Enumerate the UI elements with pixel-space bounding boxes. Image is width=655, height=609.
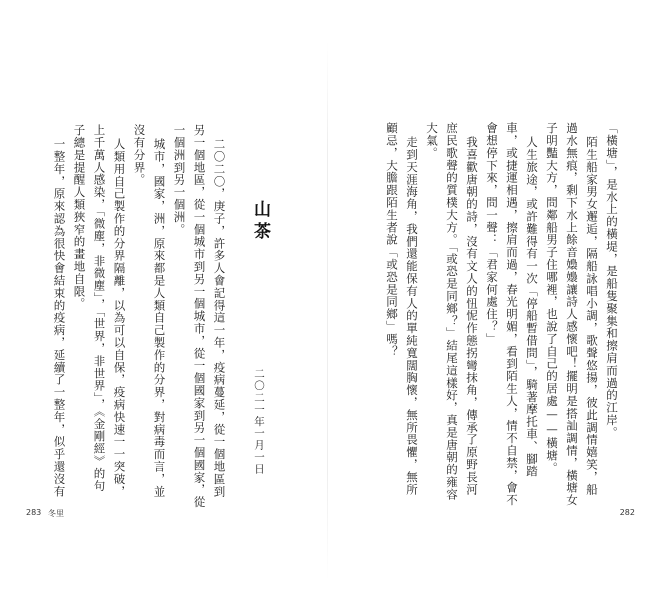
text-column: 「橫塘」，是水上的橫堤，是船隻聚集和擦肩而過的江岸。 bbox=[605, 122, 619, 439]
text-column: 一個洲到另一個洲。 bbox=[172, 124, 187, 236]
text-column: 車，或捷運相遇，擦肩而過，春光明媚，看到陌生人，情不自禁，會不 bbox=[505, 122, 519, 507]
page-title: 山茶 bbox=[250, 200, 270, 244]
page-number: 283 bbox=[26, 508, 42, 517]
right-page bbox=[328, 0, 655, 609]
text-column: 陌生船家男女邂逅，隔船詠唱小調，歌聲悠揚，彼此調情嬉笑，船 bbox=[585, 136, 599, 496]
text-column: 二〇二〇，庚子，許多人會記得這一年，疫病蔓延，從一個地區到 bbox=[212, 138, 227, 498]
text-column: 顧忌，大膽跟陌生者說「或恐是同鄉」嗎？ bbox=[385, 122, 399, 358]
text-column: 人生旅途，或許難得有一次「停船暫借問」，騎著摩托車、腳踏 bbox=[525, 136, 539, 478]
text-column: 我喜歡唐朝的詩，沒有文人的忸怩作態拐彎抹角，傳承了原野長河 bbox=[465, 136, 479, 496]
gutter-divider bbox=[327, 40, 328, 580]
text-column: 城市，國家，洲，原來都是人類自己製作的分界，對病毒而言，並 bbox=[152, 138, 167, 498]
left-page bbox=[0, 0, 327, 609]
text-column: 另一個地區，從一個城市到另一個城市，從一個國家到另一個國家，從 bbox=[192, 124, 207, 509]
text-column: 上千萬人感染，「微塵，非微塵」，「世界，非世界」，《金剛經》的句 bbox=[92, 124, 107, 493]
text-column: 庶民歌聲的質樸大方。「或恐是同鄉？」結尾這樣好，真是唐朝的雍容 bbox=[445, 122, 459, 501]
text-column: 走到天涯海角，我們還能保有人的單純寬闊胸懷，無所畏懼，無所 bbox=[405, 136, 419, 496]
text-column: 子明豔大方，問鄰船男子住哪裡，也說了自己的居處——橫塘。 bbox=[545, 122, 559, 475]
text-column: 子總是提醒人類狹窄的畫地自限。 bbox=[72, 124, 87, 310]
text-column: 一整年，原來認為很快會結束的疫病，延續了一整年，似乎還沒有 bbox=[52, 138, 67, 498]
text-column: 過水無痕，剩下水上餘音嬝嬝讓詩人感懷吧！擺明是搭訕調情，橫塘女 bbox=[565, 122, 579, 507]
text-column: 會想停下來，問一聲：「君家何處住？」 bbox=[485, 122, 499, 346]
text-column: 沒有分界。 bbox=[132, 124, 147, 186]
running-head: 冬里 bbox=[48, 509, 64, 518]
page-number: 282 bbox=[619, 508, 635, 517]
text-column: 人類用自己製作的分界隔離，以為可以自保，疫病快速一一突破， bbox=[112, 138, 127, 498]
date-line: 二〇二一年一月一日 bbox=[253, 368, 265, 476]
text-column: 大氣。 bbox=[425, 122, 439, 160]
